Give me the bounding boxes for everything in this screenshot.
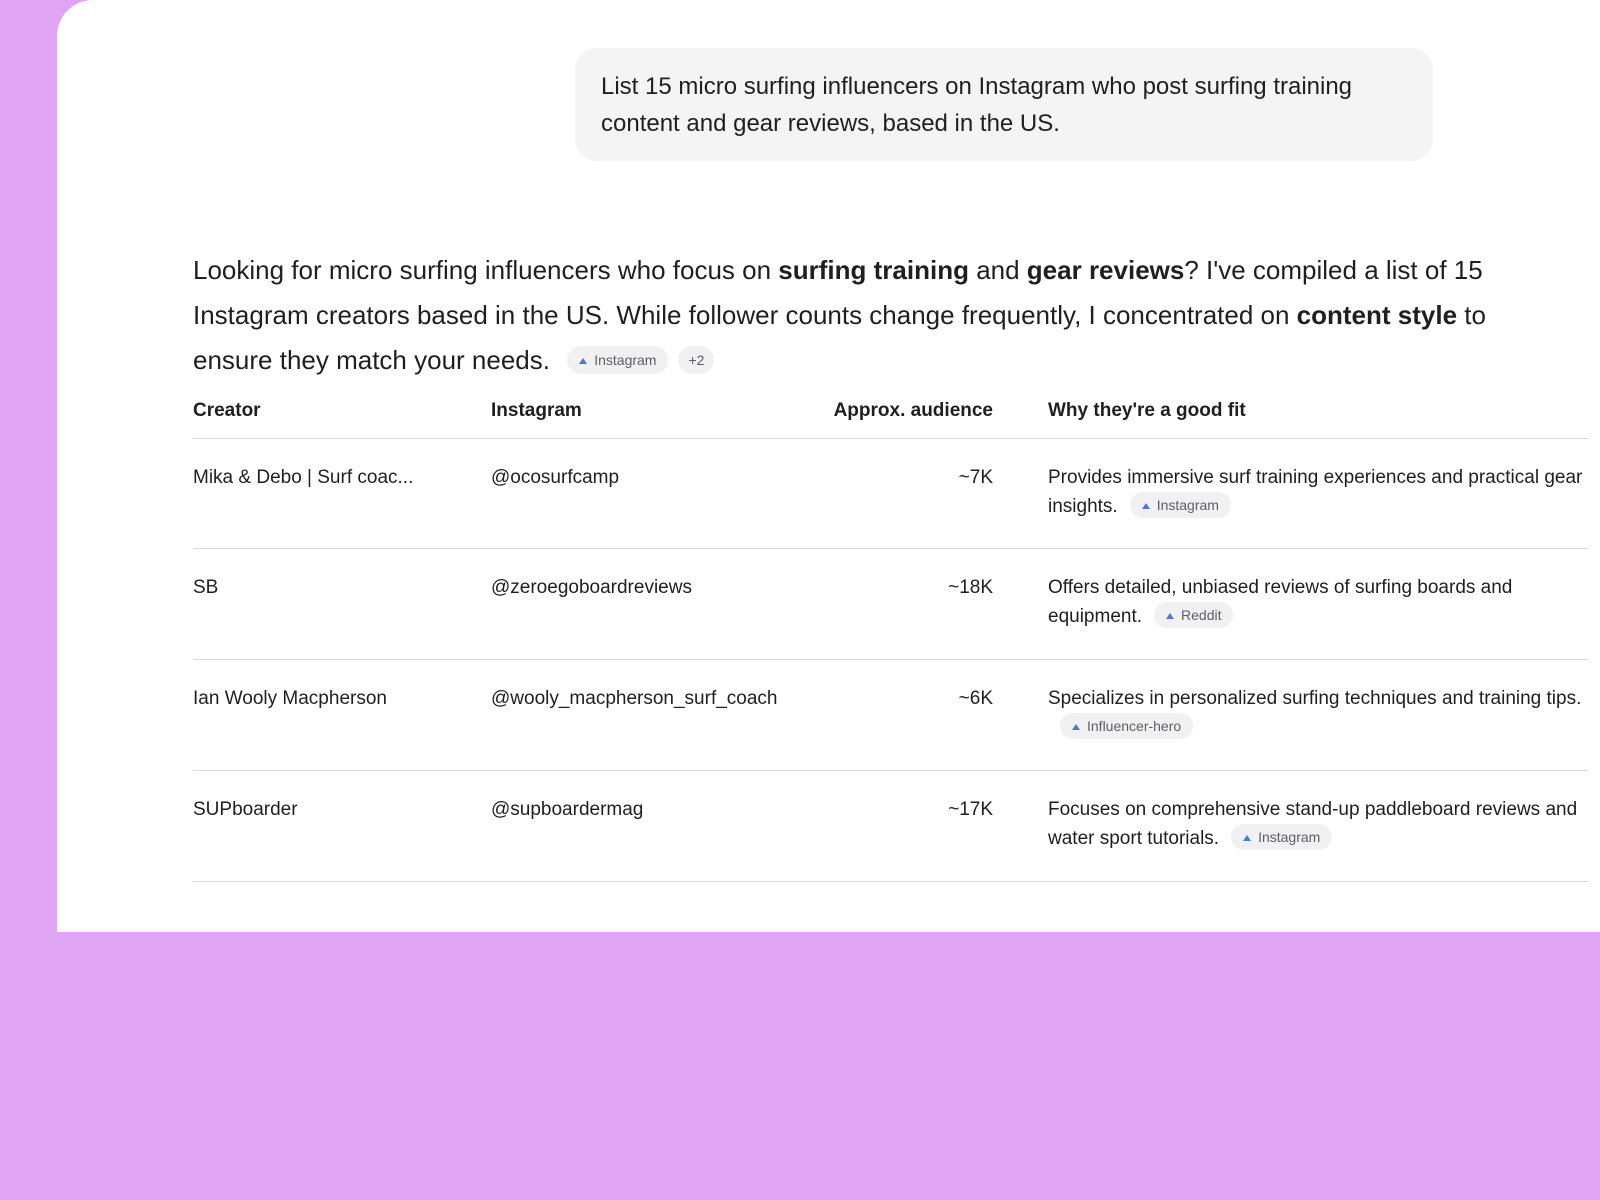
source-chip-label: Reddit (1181, 607, 1222, 624)
cell-audience: ~18K (801, 548, 993, 659)
cell-why (993, 548, 1588, 659)
table-row (193, 770, 1588, 881)
cell-creator: Mika & Debo | Surf coac... (193, 438, 491, 548)
user-message-text: List 15 micro surfing influencers on Instagram who post surfing training content and gear reviews, based in the US. (601, 73, 1353, 137)
answer-text-4: to ensure they match your needs. (193, 300, 1486, 375)
cell-creator: Ian Wooly Macpherson (193, 659, 491, 770)
source-chip[interactable] (1060, 713, 1193, 739)
more-sources-label: +2 (688, 352, 705, 369)
assistant-answer (193, 248, 1493, 383)
cell-why (993, 770, 1588, 881)
cell-instagram: @ocosurfcamp (491, 438, 801, 548)
cell-creator: SUPboarder (193, 770, 491, 881)
header-instagram: Instagram (491, 390, 801, 438)
source-icon (1166, 612, 1175, 619)
cell-instagram: @wooly_macpherson_surf_coach (491, 659, 801, 770)
answer-bold-gear-reviews: gear reviews (1026, 255, 1185, 285)
chat-panel (57, 0, 1600, 932)
cell-why (993, 438, 1588, 548)
source-chip[interactable] (1231, 824, 1332, 850)
cell-instagram: @supboardermag (491, 770, 801, 881)
source-chip-label: Instagram (1156, 497, 1219, 514)
answer-text-1: Looking for micro surfing influencers who focus on (193, 255, 779, 285)
source-chip-instagram[interactable] (567, 346, 668, 374)
source-chip-label: Influencer-hero (1087, 718, 1182, 735)
user-message-bubble (575, 48, 1433, 161)
header-creator: Creator (193, 390, 491, 438)
answer-text-3: ? I've compiled a list of 15 Instagram creators based in the US. While follower counts change frequently, I concentrated on (193, 255, 1483, 330)
table-row (193, 659, 1588, 770)
source-chip[interactable] (1130, 492, 1231, 518)
why-text: Offers detailed, unbiased reviews of surfing boards and equipment. (1048, 576, 1513, 627)
source-chip-label: Instagram (594, 352, 657, 369)
more-sources-chip[interactable] (678, 346, 714, 374)
source-chip-label: Instagram (1258, 829, 1321, 846)
why-text: Provides immersive surf training experiences and practical gear insights. (1048, 466, 1583, 517)
source-icon (579, 357, 588, 364)
source-icon (1072, 723, 1081, 730)
cell-why (993, 659, 1588, 770)
cell-creator: SB (193, 548, 491, 659)
answer-bold-surfing-training: surfing training (778, 255, 969, 285)
table-header-row (193, 390, 1588, 438)
cell-audience: ~6K (801, 659, 993, 770)
creators-table (193, 390, 1588, 882)
answer-text-2: and (968, 255, 1027, 285)
table-row (193, 548, 1588, 659)
table-row (193, 438, 1588, 548)
source-icon (1142, 502, 1151, 509)
cell-instagram: @zeroegoboardreviews (491, 548, 801, 659)
why-text: Focuses on comprehensive stand-up paddleboard reviews and water sport tutorials. (1048, 798, 1578, 849)
why-text: Specializes in personalized surfing techniques and training tips. (1048, 687, 1582, 709)
header-audience: Approx. audience (801, 390, 993, 438)
answer-bold-content-style: content style (1296, 300, 1458, 330)
source-icon (1243, 834, 1252, 841)
cell-audience: ~7K (801, 438, 993, 548)
source-chip[interactable] (1154, 602, 1233, 628)
header-why: Why they're a good fit (993, 390, 1588, 438)
cell-audience: ~17K (801, 770, 993, 881)
